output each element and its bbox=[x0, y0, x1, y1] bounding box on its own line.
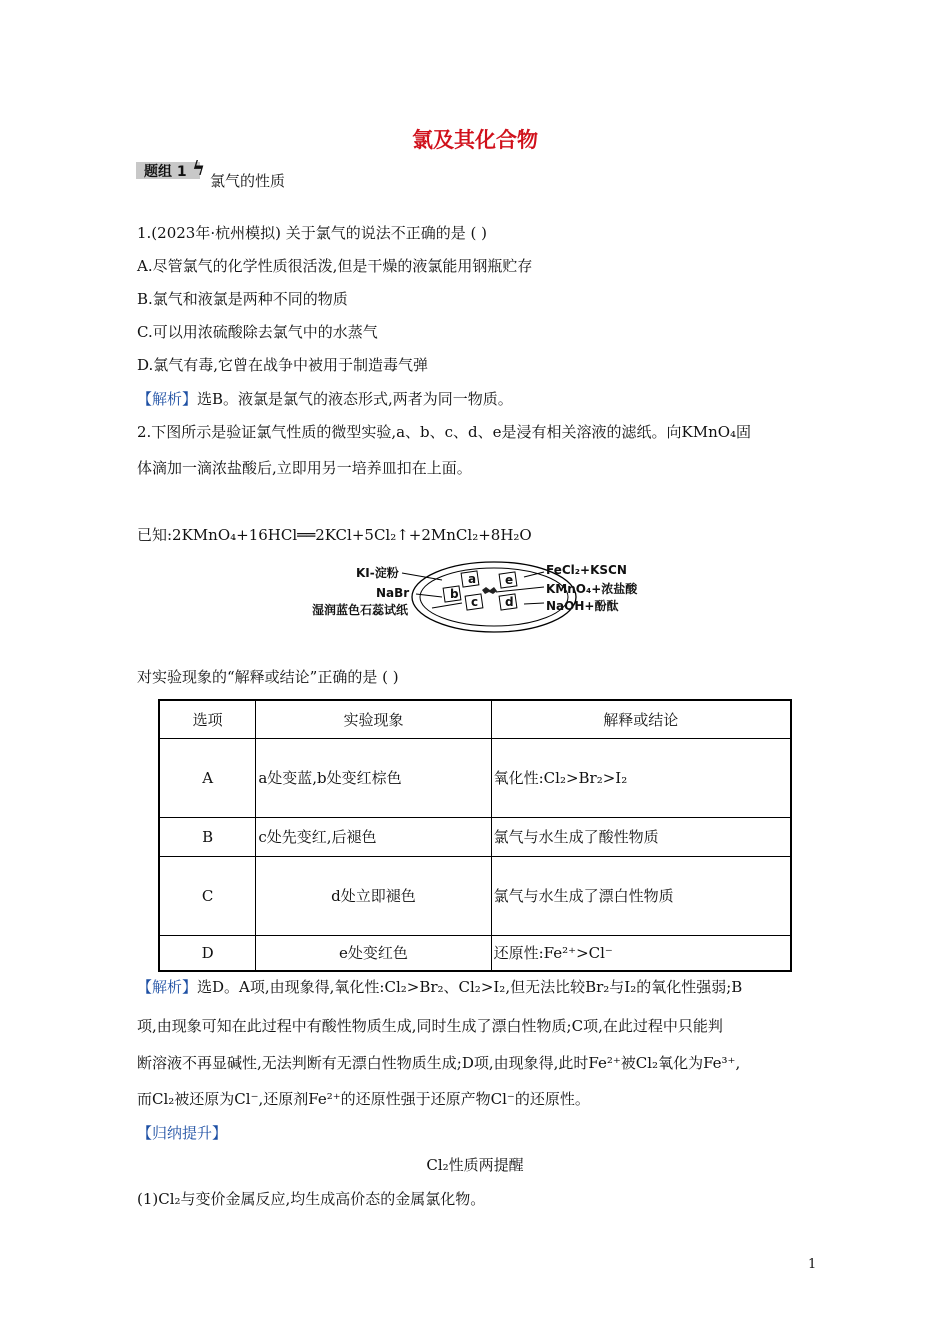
answer-table bbox=[158, 699, 792, 972]
q1-answer-text: 选B。液氯是氯气的液态形式,两者为同一物质。 bbox=[197, 390, 513, 408]
q2-stem-1: 2.下图所示是验证氯气性质的微型实验,a、b、c、d、e是浸有相关溶液的滤纸。向KMnO₄固 bbox=[137, 423, 752, 441]
q2-answer-text: 选D。A项,由现象得,氧化性:Cl₂>Br₂、Cl₂>I₂,但无法比较Br₂与I₂的氧化性强弱;B bbox=[197, 978, 743, 996]
table-cell: a处变蓝,b处变红棕色 bbox=[256, 738, 491, 817]
label-d: d bbox=[505, 595, 514, 609]
q1-option-b: B.氯气和液氯是两种不同的物质 bbox=[137, 290, 348, 308]
table-row bbox=[159, 817, 791, 856]
summary-tag: 【归纳提升】 bbox=[137, 1124, 228, 1142]
q1-answer bbox=[137, 388, 513, 409]
group-badge bbox=[136, 156, 208, 182]
group-badge-label: 题组 1 bbox=[144, 164, 187, 180]
q1-option-a: A.尽管氯气的化学性质很活泼,但是干燥的液氯能用钢瓶贮存 bbox=[137, 257, 533, 275]
page-number: 1 bbox=[808, 1257, 817, 1272]
summary-heading: Cl₂性质两提醒 bbox=[426, 1156, 524, 1174]
table-row bbox=[159, 738, 791, 817]
q1-stem: 1.(2023年·杭州模拟) 关于氯气的说法不正确的是 ( ) bbox=[137, 224, 487, 242]
label-ki: KI-淀粉 bbox=[356, 566, 399, 580]
q2-answer-line-3: 断溶液不再显碱性,无法判断有无漂白性物质生成;D项,由现象得,此时Fe²⁺被Cl₂氧化为Fe³⁺, bbox=[137, 1054, 741, 1072]
table-row bbox=[159, 856, 791, 935]
table-row bbox=[159, 935, 791, 971]
table-header: 选项 bbox=[159, 700, 256, 738]
table-cell: B bbox=[159, 817, 256, 856]
table-cell: D bbox=[159, 935, 256, 971]
table-header: 解释或结论 bbox=[491, 700, 791, 738]
group-heading: 氯气的性质 bbox=[210, 172, 286, 190]
q2-answer-line-4: 而Cl₂被还原为Cl⁻,还原剂Fe²⁺的还原性强于还原产物Cl⁻的还原性。 bbox=[137, 1090, 590, 1108]
table-cell: 还原性:Fe²⁺>Cl⁻ bbox=[491, 935, 791, 971]
label-litmus: 湿润蓝色石蕊试纸 bbox=[312, 603, 409, 617]
table-cell: A bbox=[159, 738, 256, 817]
q2-known-equation: 已知:2KMnO₄+16HCl══2KCl+5Cl₂↑+2MnCl₂+8H₂O bbox=[137, 526, 532, 544]
table-header: 实验现象 bbox=[256, 700, 491, 738]
table-cell: 氯气与水生成了酸性物质 bbox=[491, 817, 791, 856]
q1-option-d: D.氯气有毒,它曾在战争中被用于制造毒气弹 bbox=[137, 356, 429, 374]
label-c: c bbox=[471, 595, 479, 609]
table-cell: 氯气与水生成了漂白性物质 bbox=[491, 856, 791, 935]
label-a: a bbox=[468, 572, 477, 586]
q2-answer-line-2: 项,由现象可知在此过程中有酸性物质生成,同时生成了漂白性物质;C项,在此过程中只能判 bbox=[137, 1017, 723, 1035]
label-kmno: KMnO₄+浓盐酸 bbox=[546, 582, 638, 596]
table-header-row bbox=[159, 700, 791, 738]
q2-question: 对实验现象的“解释或结论”正确的是 ( ) bbox=[137, 668, 399, 686]
q2-answer-line-1 bbox=[137, 976, 742, 997]
q1-option-c: C.可以用浓硫酸除去氯气中的水蒸气 bbox=[137, 323, 378, 341]
table-cell: 氧化性:Cl₂>Br₂>I₂ bbox=[491, 738, 791, 817]
label-nabr: NaBr bbox=[376, 586, 410, 600]
page-title: 氯及其化合物 bbox=[412, 128, 538, 152]
table-cell: C bbox=[159, 856, 256, 935]
table-cell: c处先变红,后褪色 bbox=[256, 817, 491, 856]
label-naoh: NaOH+酚酞 bbox=[546, 599, 619, 613]
table-cell: e处变红色 bbox=[256, 935, 491, 971]
q2-stem-2: 体滴加一滴浓盐酸后,立即用另一培养皿扣在上面。 bbox=[137, 459, 472, 477]
summary-point-1: (1)Cl₂与变价金属反应,均生成高价态的金属氯化物。 bbox=[137, 1190, 486, 1208]
q1-answer-tag: 【解析】 bbox=[137, 390, 198, 408]
table-cell: d处立即褪色 bbox=[256, 856, 491, 935]
q2-answer-tag: 【解析】 bbox=[137, 978, 198, 996]
experiment-diagram bbox=[312, 560, 664, 644]
label-fecl: FeCl₂+KSCN bbox=[546, 563, 627, 577]
label-e: e bbox=[505, 573, 514, 587]
label-b: b bbox=[450, 587, 459, 601]
lightning-icon: ϟ bbox=[192, 156, 206, 180]
